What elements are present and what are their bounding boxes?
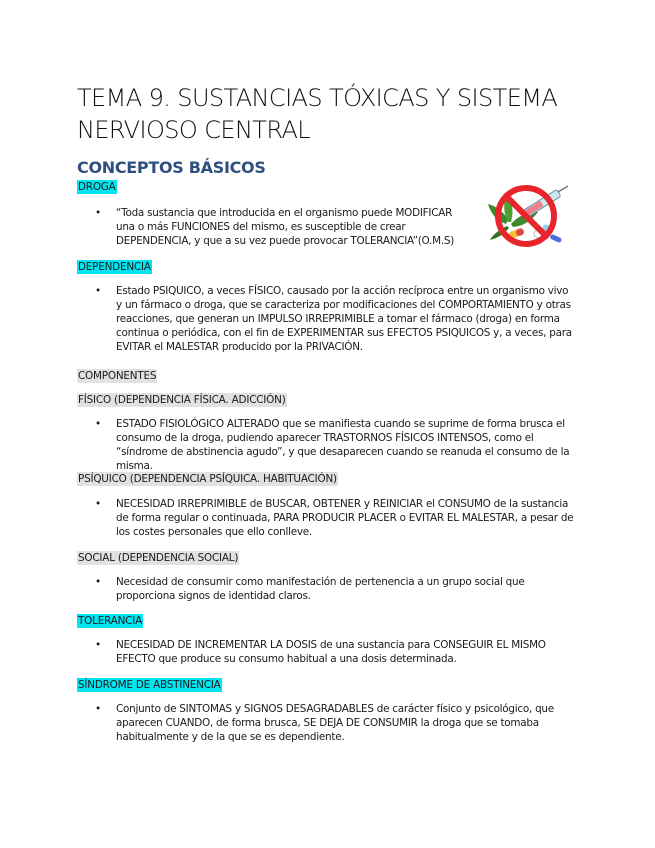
page-title: TEMA 9. SUSTANCIAS TÓXICAS Y SISTEMA NERVIOSO CENTRAL (77, 84, 558, 144)
section-heading: CONCEPTOS BÁSICOS (77, 158, 266, 177)
label-psiquico: PSÍQUICO (DEPENDENCIA PSÍQUICA. HABITUACIÓN) (78, 473, 337, 485)
no-drugs-icon (484, 180, 574, 252)
bullet-dot: • (95, 207, 101, 219)
bullet-dot: • (95, 639, 101, 651)
bullet-dot: • (95, 703, 101, 715)
bullet-text-droga: “Toda sustancia que introducida en el organismo puede MODIFICAR una o más FUNCIONES del mismo, es susceptible de crear DEPENDENCIA, y que a su vez puede provocar TOLERANCIA”(O.M.S) (116, 207, 455, 247)
label-droga: DROGA (78, 181, 116, 193)
no-drugs-image (484, 180, 574, 252)
bullet-dot: • (95, 418, 101, 430)
bullet-dot: • (95, 576, 101, 588)
bullet-text-psiquico: NECESIDAD IRREPRIMIBLE de BUSCAR, OBTENER y REINICIAR el CONSUMO de la sustancia de forma regular o continuada, PARA PRODUCIR PLACER o EVITAR EL MALESTAR, a pesar de los costes personales que ello conlleve. (116, 498, 574, 538)
bullet-dot: • (95, 498, 101, 510)
bullet-text-abstinencia: Conjunto de SINTOMAS y SIGNOS DESAGRADABLES de carácter físico y psicológico, que aparecen CUANDO, de forma brusca, SE DEJA DE CONSUMIR la droga que se tomaba habitualmente y de la que se es dependiente. (116, 703, 554, 743)
label-social: SOCIAL (DEPENDENCIA SOCIAL) (78, 552, 239, 564)
label-fisico: FÍSICO (DEPENDENCIA FÍSICA. ADICCIÓN) (78, 394, 286, 406)
bullet-text-dependencia: Estado PSIQUICO, a veces FÍSICO, causado por la acción recíproca entre un organismo vivo y un fármaco o droga, que se caracteriza por modificaciones del COMPORTAMIENTO y otras reacciones, que generan un IMPULSO IRREPRIMIBLE a tomar el fármaco (droga) en forma continua o periódica, con el fin de EXPERIMENTAR sus EFECTOS PSIQUICOS y, a veces, para EVITAR el MALESTAR producido por la PRIVACIÓN. (116, 285, 572, 353)
bullet-text-fisico: ESTADO FISIOLÓGICO ALTERADO que se manifiesta cuando se suprime de forma brusca el consumo de la droga, pudiendo aparecer TRASTORNOS FÍSICOS INTENSOS, como el “síndrome de abstinencia agudo”, y que desaparecen cuando se reanuda el consumo de la misma. (116, 418, 570, 472)
bullet-text-tolerancia: NECESIDAD DE INCREMENTAR LA DOSIS de una sustancia para CONSEGUIR EL MISMO EFECTO que produce su consumo habitual a una dosis determinada. (116, 639, 546, 665)
bullet-text-social: Necesidad de consumir como manifestación de pertenencia a un grupo social que proporciona signos de identidad claros. (116, 576, 525, 602)
bullet-dot: • (95, 285, 101, 297)
label-componentes: COMPONENTES (78, 370, 157, 382)
label-tolerancia: TOLERANCIA (78, 615, 142, 627)
label-dependencia: DEPENDENCIA (78, 261, 151, 273)
label-abstinencia: SÍNDROME DE ABSTINENCIA (78, 679, 221, 691)
